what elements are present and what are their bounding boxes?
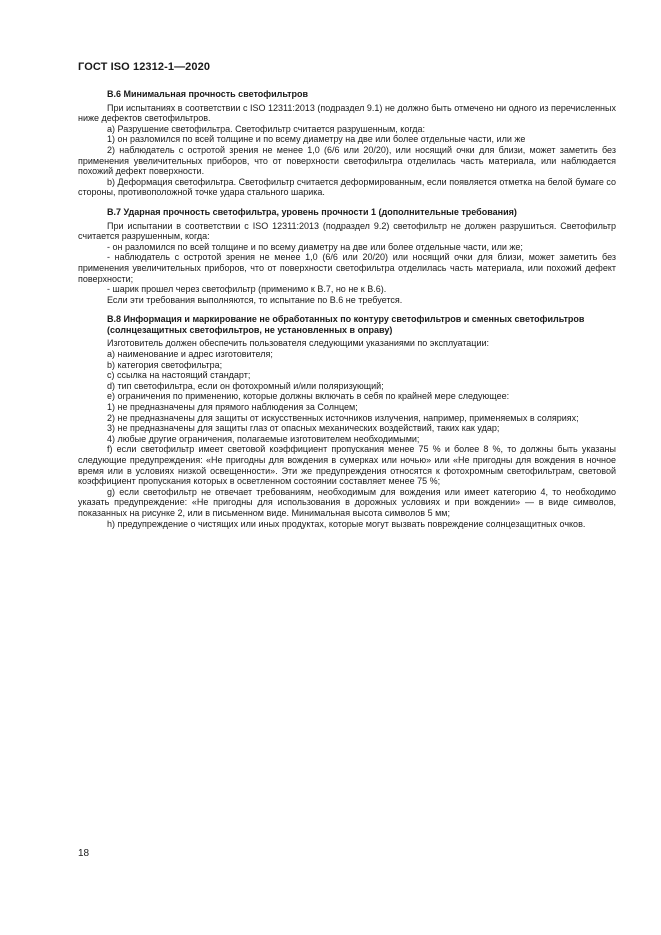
paragraph: - он разломился по всей толщине и по всему диаметру на две или более отдельные части, или же; xyxy=(107,241,523,252)
paragraph: При испытаниях в соответствии с ISO 12311:2013 (подраздел 9.1) не должно быть отмечено ни одного из перечисленных ниже дефектов светофильтров. xyxy=(78,102,616,124)
paragraph: Если эти требования выполняются, то испытание по B.6 не требуется. xyxy=(107,294,403,305)
paragraph: 2) наблюдатель с остротой зрения не менее 1,0 (6/6 или 20/20), или носящий очки для близи, может заметить без применения увеличительных приборов, что от поверхности светофильтра отделилась часть материала, или наблюдается похожий дефект поверхности. xyxy=(78,144,616,177)
paragraph: b) Деформация светофильтра. Светофильтр считается деформированным, если появляется отметка на белой бумаге со стороны, противоположной точке удара стального шарика. xyxy=(78,176,616,198)
paragraph: 1) не предназначены для прямого наблюдения за Солнцем; xyxy=(107,402,358,413)
paragraph: g) если светофильтр не отвечает требованиям, необходимым для вождения или имеет категорию 4, то необходимо указать предупреждение: «Не пригодны для использования в дорожных условиях и при вождении» — в виде символов, показанных на рисунке 2, или в письменном виде. Минимальная высота символов 5 мм; xyxy=(78,486,616,518)
paragraph: d) тип светофильтра, если он фотохромный и/или поляризующий; xyxy=(107,380,384,391)
paragraph: Изготовитель должен обеспечить пользователя следующими указаниями по эксплуатации: xyxy=(107,338,490,349)
paragraph: 2) не предназначены для защиты от искусственных источников излучения, например, применяемых в соляриях; xyxy=(107,412,579,423)
paragraph: e) ограничения по применению, которые должны включать в себя по крайней мере следующее: xyxy=(107,391,510,402)
paragraph: c) ссылка на настоящий стандарт; xyxy=(107,370,251,381)
paragraph: a) Разрушение светофильтра. Светофильтр считается разрушенным, когда: xyxy=(107,123,425,134)
paragraph: - наблюдатель с остротой зрения не менее 1,0 (6/6 или 20/20) или носящий очки для близи, может заметить без применения увеличительных приборов, что от поверхности светофильтра отделилась часть материала, или похожий дефект поверхности; xyxy=(78,252,616,284)
section-b6 xyxy=(78,89,616,198)
paragraph: a) наименование и адрес изготовителя; xyxy=(107,349,273,360)
section-b7 xyxy=(78,207,616,305)
document-body xyxy=(78,89,616,538)
document-header: ГОСТ ISO 12312-1—2020 xyxy=(78,61,211,73)
paragraph: 4) любые другие ограничения, полагаемые изготовителем необходимыми; xyxy=(107,433,420,444)
paragraph: - шарик прошел через светофильтр (применимо к B.7, но не к B.6). xyxy=(107,284,387,295)
paragraph: b) категория светофильтра; xyxy=(107,359,223,370)
paragraph: 1) он разломился по всей толщине и по всему диаметру на две или более отдельные части, или же xyxy=(107,134,526,145)
section-heading: B.8 Информация и маркирование не обработанных по контуру светофильтров и сменных светофильтров (солнцезащитных светофильтров, не установленных в оправу) xyxy=(107,314,585,335)
paragraph: 3) не предназначены для защиты глаз от опасных механических воздействий, таких как удар; xyxy=(107,423,500,434)
paragraph: h) предупреждение о чистящих или иных продуктах, которые могут вызвать повреждение солнцезащитных очков. xyxy=(107,518,586,529)
section-b8 xyxy=(78,314,616,529)
section-heading: B.7 Ударная прочность светофильтра, уровень прочности 1 (дополнительные требования) xyxy=(107,206,517,217)
page-number: 18 xyxy=(78,848,90,859)
paragraph: При испытании в соответствии с ISO 12311:2013 (подраздел 9.2) светофильтр не должен разрушиться. Светофильтр считается разрушенным, когда: xyxy=(78,220,616,242)
paragraph: f) если светофильтр имеет световой коэффициент пропускания менее 75 % и более 8 %, то должны быть указаны следующие предупреждения: «Не пригодны для вождения в сумерках или ночью» или «Не пригодны для вождения в ночное время или в условиях низкой освещенности». Эти же предупреждения относятся к фотохромным светофильтрам, световой коэффициент пропускания которых в осветленном состоянии составляет менее 75 %; xyxy=(78,444,616,487)
section-heading: B.6 Минимальная прочность светофильтров xyxy=(107,89,309,99)
